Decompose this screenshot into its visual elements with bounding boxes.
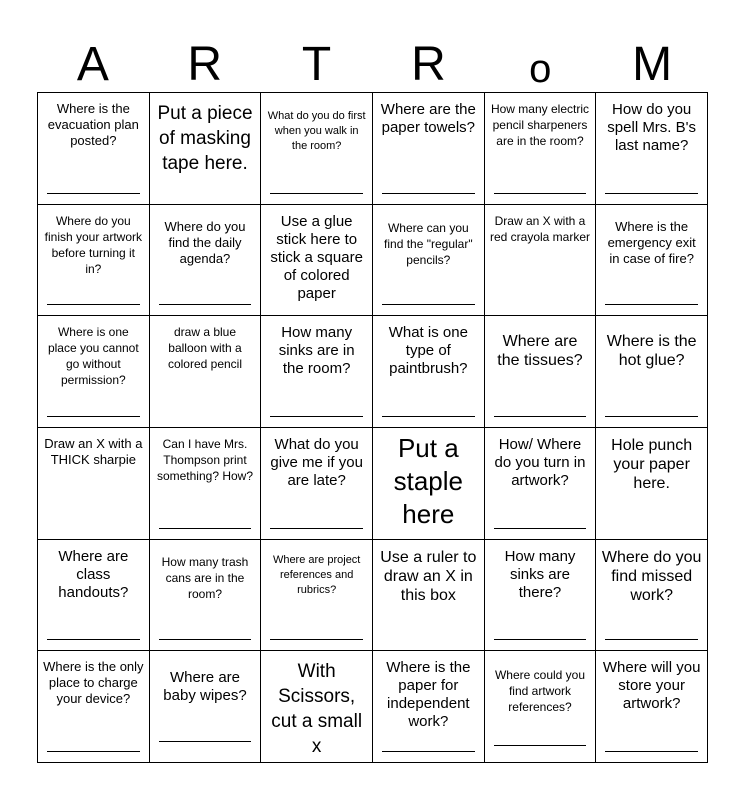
- answer-line: [159, 304, 252, 305]
- bingo-cell[interactable]: [150, 540, 262, 652]
- header-letter-r: R: [187, 38, 223, 91]
- bingo-cell[interactable]: [373, 540, 485, 652]
- answer-line: [159, 741, 252, 742]
- answer-line: [605, 639, 698, 640]
- answer-line: [605, 416, 698, 417]
- answer-line: [159, 528, 252, 529]
- cell-text: Draw an X with a red crayola marker: [489, 213, 590, 244]
- answer-line: [47, 416, 140, 417]
- cell-text: Use a ruler to draw an X in this box: [380, 548, 477, 604]
- bingo-cell[interactable]: [485, 428, 597, 540]
- bingo-cell[interactable]: [38, 316, 150, 428]
- header-letter-t: T: [301, 38, 332, 91]
- cell-text: Use a glue stick here to stick a square of colored paper: [270, 212, 363, 302]
- header-letter-r2: R: [411, 38, 446, 91]
- cell-text: Can I have Mrs. Thompson print something? How?: [156, 436, 254, 483]
- bingo-cell[interactable]: [38, 205, 150, 317]
- answer-line: [47, 304, 140, 305]
- bingo-cell[interactable]: [150, 428, 262, 540]
- bingo-cell[interactable]: [261, 428, 373, 540]
- answer-line: [605, 751, 698, 752]
- answer-line: [605, 193, 698, 194]
- answer-line: [494, 416, 587, 417]
- cell-text: With Scissors, cut a small x: [271, 661, 363, 758]
- cell-text: Where can you find the "regular" pencils?: [384, 220, 473, 267]
- bingo-cell[interactable]: [596, 428, 708, 540]
- bingo-cell[interactable]: [261, 93, 373, 205]
- cell-text: Where could you find artwork references?: [494, 668, 586, 715]
- cell-text: Where are the paper towels?: [380, 101, 476, 136]
- bingo-grid: [37, 92, 708, 763]
- answer-line: [47, 193, 140, 194]
- bingo-cell[interactable]: [261, 205, 373, 317]
- answer-line: [494, 639, 587, 640]
- answer-line: [47, 639, 140, 640]
- cell-text: Where do you find missed work?: [601, 548, 702, 604]
- cell-text: Hole punch your paper here.: [611, 436, 693, 492]
- cell-text: Where are project references and rubrics?: [272, 553, 361, 596]
- bingo-cell[interactable]: [485, 205, 597, 317]
- cell-text: Where is the paper for independent work?: [386, 659, 471, 731]
- bingo-cell[interactable]: [38, 651, 150, 763]
- bingo-cell[interactable]: [373, 93, 485, 205]
- bingo-cell[interactable]: [596, 205, 708, 317]
- bingo-cell[interactable]: [596, 540, 708, 652]
- header-letter-m: M: [632, 38, 673, 91]
- answer-line: [270, 639, 363, 640]
- bingo-cell[interactable]: [485, 316, 597, 428]
- cell-text: Where is the emergency exit in case of fire?: [607, 218, 696, 266]
- bingo-cell[interactable]: [150, 93, 262, 205]
- cell-text: Where will you store your artwork?: [602, 659, 701, 713]
- cell-text: Put a staple here: [393, 432, 464, 529]
- bingo-cell[interactable]: [485, 540, 597, 652]
- answer-line: [270, 416, 363, 417]
- bingo-cell[interactable]: [150, 205, 262, 317]
- answer-line: [382, 193, 475, 194]
- bingo-header: [37, 34, 708, 92]
- answer-line: [382, 416, 475, 417]
- cell-text: How many trash cans are in the room?: [161, 554, 249, 601]
- cell-text: What is one type of paintbrush?: [388, 324, 468, 378]
- header-letter-a: A: [76, 38, 109, 91]
- cell-text: What do you give me if you are late?: [270, 435, 363, 489]
- cell-text: Where are class handouts?: [58, 547, 129, 601]
- cell-text: Where is the hot glue?: [606, 333, 697, 370]
- bingo-cell[interactable]: [373, 651, 485, 763]
- answer-line: [270, 528, 363, 529]
- header-letter-o: o: [529, 47, 552, 91]
- bingo-cell[interactable]: [261, 316, 373, 428]
- cell-text: How many sinks are there?: [504, 547, 576, 601]
- answer-line: [270, 193, 363, 194]
- cell-text: How/ Where do you turn in artwork?: [494, 435, 586, 489]
- answer-line: [382, 751, 475, 752]
- cell-text: Where are baby wipes?: [163, 669, 247, 705]
- answer-line: [382, 304, 475, 305]
- bingo-cell[interactable]: [261, 540, 373, 652]
- bingo-cell[interactable]: [150, 316, 262, 428]
- answer-line: [494, 745, 587, 746]
- bingo-cell[interactable]: [596, 651, 708, 763]
- answer-line: [494, 193, 587, 194]
- bingo-cell[interactable]: [373, 316, 485, 428]
- answer-line: [159, 639, 252, 640]
- cell-text: What do you do first when you walk in the room?: [267, 110, 366, 152]
- cell-text: draw a blue balloon with a colored pencil: [167, 325, 243, 372]
- bingo-cell[interactable]: [38, 540, 150, 652]
- bingo-cell[interactable]: [596, 316, 708, 428]
- cell-text: How many sinks are in the room?: [278, 324, 355, 378]
- cell-text: Draw an X with a THICK sharpie: [44, 435, 143, 467]
- bingo-cell[interactable]: [38, 93, 150, 205]
- bingo-cell[interactable]: [261, 651, 373, 763]
- cell-text: Where is the evacuation plan posted?: [47, 101, 139, 148]
- bingo-cell[interactable]: [150, 651, 262, 763]
- answer-line: [605, 304, 698, 305]
- answer-line: [494, 528, 587, 529]
- bingo-cell[interactable]: [596, 93, 708, 205]
- bingo-cell[interactable]: [485, 93, 597, 205]
- bingo-cell[interactable]: [38, 428, 150, 540]
- cell-text: Where do you find the daily agenda?: [164, 218, 246, 266]
- bingo-cell[interactable]: [373, 205, 485, 317]
- cell-text: Where is the only place to charge your device?: [43, 659, 144, 707]
- cell-text: Where do you finish your artwork before turning it in?: [44, 213, 143, 276]
- cell-text: How many electric pencil sharpeners are in the room?: [490, 102, 589, 148]
- cell-text: Where is one place you cannot go without permission?: [47, 325, 139, 388]
- cell-text: Put a piece of masking tape here.: [157, 103, 253, 174]
- answer-line: [47, 751, 140, 752]
- cell-text: Where are the tissues?: [497, 333, 583, 370]
- bingo-cell[interactable]: [373, 428, 485, 540]
- bingo-cell[interactable]: [485, 651, 597, 763]
- cell-text: How do you spell Mrs. B's last name?: [607, 101, 697, 154]
